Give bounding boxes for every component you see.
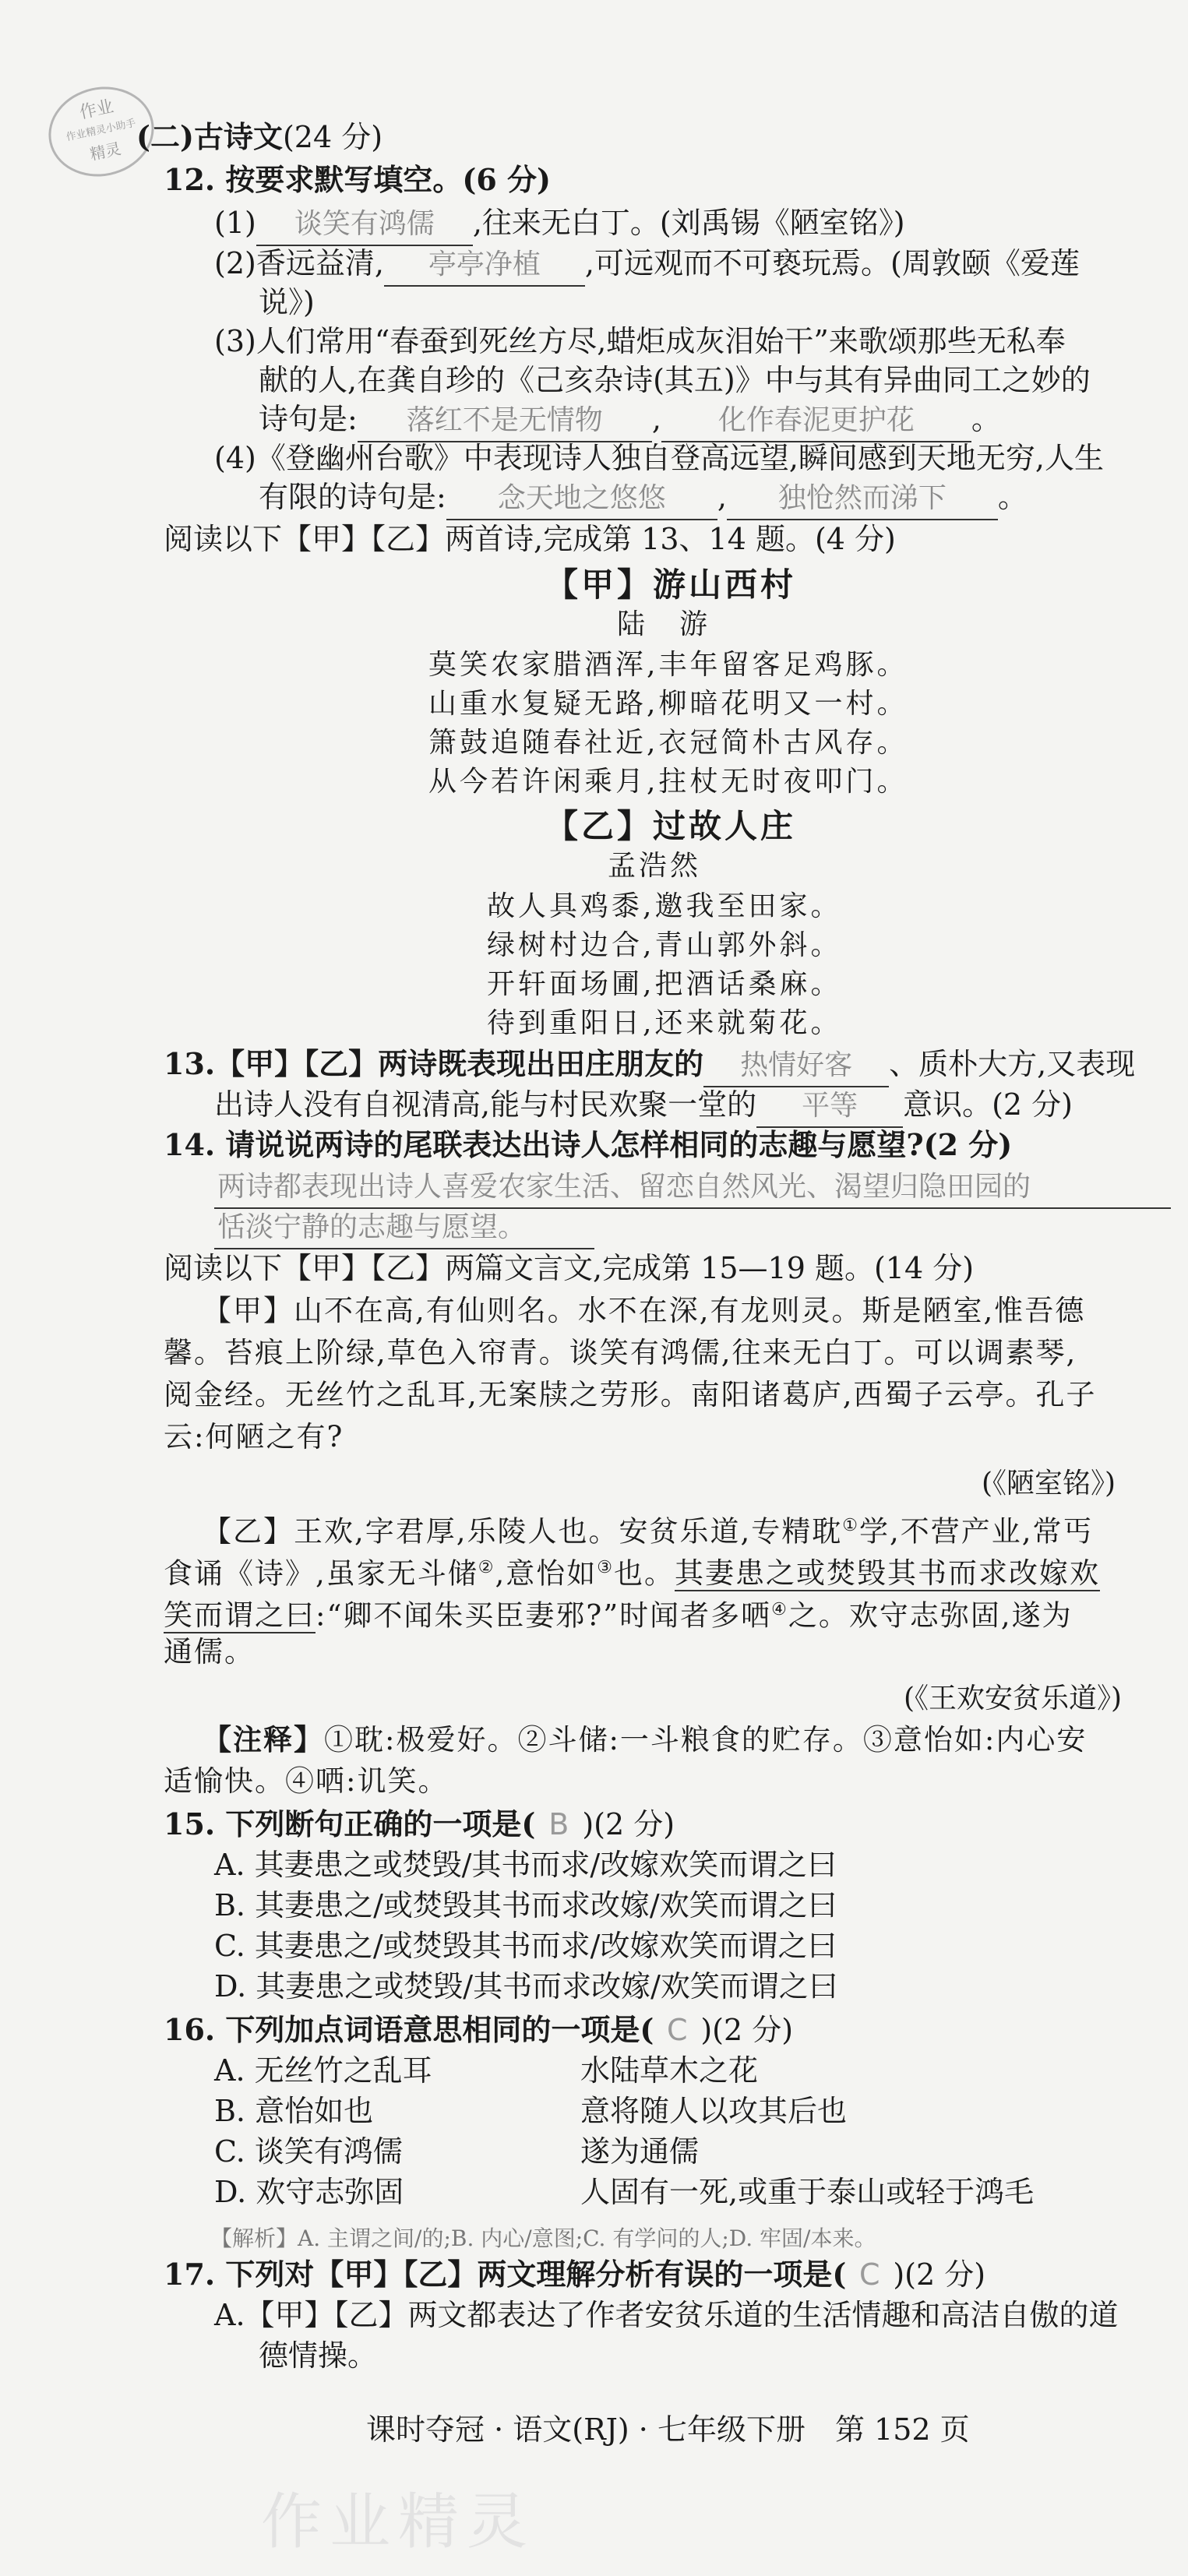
q17-option-a-line1: A.【甲】【乙】两文都表达了作者安贫乐道的生活情趣和高洁自傲的道 [214, 2298, 1119, 2332]
watermark: 作业精灵 [261, 2487, 536, 2557]
notes-line2: 适愉快。④哂:讥笑。 [164, 1764, 449, 1798]
poem-yi-author: 孟浩然 [608, 850, 702, 882]
q16-option-c-right: 遂为通儒 [580, 2134, 700, 2169]
q17-heading: 17. 下列对【甲】【乙】两文理解分析有误的一项是( C )(2 分) [164, 2254, 985, 2295]
q16-option-a-left: A. 无丝竹之乱耳 [214, 2053, 432, 2088]
q15-option-b: B. 其妻患之/或焚毁其书而求改嫁/欢笑而谓之曰 [214, 1888, 837, 1922]
q12-part2: (2)香远益清, 亭亭净植 ,可远观而不可亵玩焉。(周敦颐《爱莲 [214, 243, 1080, 287]
page-footer: 课时夺冠 · 语文(RJ) · 七年级下册 第 152 页 [366, 2412, 970, 2447]
q14-heading: 14. 请说说两诗的尾联表达出诗人怎样相同的志趣与愿望?(2 分) [164, 1127, 1013, 1162]
q12-part3-line1: (3)人们常用“春蚕到死丝方尽,蜡炬成灰泪始干”来歌颂那些无私奉 [214, 324, 1066, 358]
q15-option-c: C. 其妻患之/或焚毁其书而求/改嫁欢笑而谓之曰 [214, 1929, 837, 1963]
poem-line: 故人具鸡黍,邀我至田家。 [487, 890, 842, 922]
reading-intro-1: 阅读以下【甲】【乙】两首诗,完成第 13、14 题。(4 分) [164, 522, 896, 556]
choice-answer[interactable]: B [548, 1807, 569, 1841]
answer-blank[interactable]: 热情好客 [703, 1045, 889, 1087]
text-yi-line1: 【乙】王欢,字君厚,乐陵人也。安贫乐道,专精耽①学,不营产业,常丐 [203, 1514, 1094, 1549]
poem-yi-title: 【乙】过故人庄 [545, 807, 797, 845]
q16-option-a-right: 水陆草木之花 [580, 2053, 759, 2088]
q16-option-b-right: 意将随人以攻其后也 [580, 2094, 848, 2128]
text-yi-line3: 笑而谓之曰:“卿不闻朱买臣妻邪?”时闻者多哂④之。欢守志弥固,遂为 [164, 1598, 1073, 1633]
stamp-logo: 作业 作业精灵小助手 精灵 [41, 77, 163, 186]
q12-part3-line3: 诗句是: 落红不是无情物 , 化作春泥更护花 。 [259, 399, 1001, 442]
answer-blank[interactable]: 落红不是无情物 [358, 400, 652, 442]
q15-heading: 15. 下列断句正确的一项是( B )(2 分) [164, 1804, 675, 1845]
q16-analysis: 【解析】A. 主谓之间/的;B. 内心/意图;C. 有学问的人;D. 牢固/本来。 [210, 2225, 876, 2251]
text-jia-line: 馨。苔痕上阶绿,草色入帘青。谈笑有鸿儒,往来无白丁。可以调素琴, [164, 1336, 1077, 1369]
answer-blank[interactable]: 亭亭净植 [384, 245, 585, 287]
q17-option-a-line2: 德情操。 [259, 2338, 378, 2373]
text-jia-line: 阅金经。无丝竹之乱耳,无案牍之劳形。南阳诸葛庐,西蜀子云亭。孔子 [164, 1378, 1097, 1411]
q16-heading: 16. 下列加点词语意思相同的一项是( C )(2 分) [164, 2010, 793, 2050]
q13-line2: 出诗人没有自视清高,能与村民欢聚一堂的 平等 意识。(2 分) [214, 1084, 1073, 1128]
text-yi-line4: 通儒。 [164, 1635, 255, 1669]
q14-answer-line2[interactable]: 恬淡宁静的志趣与愿望。 [214, 1206, 594, 1249]
text-jia-line: 云:何陋之有? [164, 1420, 344, 1454]
q15-option-a: A. 其妻患之或焚毁/其书而求/改嫁欢笑而谓之曰 [214, 1848, 837, 1882]
choice-answer[interactable]: C [859, 2257, 880, 2292]
text-jia-line: 【甲】山不在高,有仙则名。水不在深,有龙则灵。斯是陋室,惟吾德 [203, 1294, 1086, 1327]
q16-option-b-left: B. 意怡如也 [214, 2094, 374, 2128]
q14-answer-line1[interactable]: 两诗都表现出诗人喜爱农家生活、留恋自然风光、渴望归隐田园的 [214, 1165, 1171, 1209]
q12-part2-cont: 说》) [259, 285, 315, 319]
q12-part3-line2: 献的人,在龚自珍的《己亥杂诗(其五)》中与其有异曲同工之妙的 [259, 363, 1091, 397]
section-title: (二)古诗文(24 分) [136, 119, 383, 154]
poem-line: 绿树村边合,青山郭外斜。 [487, 929, 842, 961]
text-yi-source: (《王欢安贫乐道》) [904, 1683, 1123, 1714]
q16-option-d-right: 人固有一死,或重于泰山或轻于鸿毛 [580, 2175, 1035, 2209]
answer-blank[interactable]: 独怆然而涕下 [727, 478, 998, 520]
answer-blank[interactable]: 化作春泥更护花 [661, 400, 971, 442]
answer-blank[interactable]: 谈笑有鸿儒 [256, 204, 473, 246]
poem-jia-author: 陆 游 [617, 608, 711, 640]
poem-line: 从今若许闲乘月,拄杖无时夜叩门。 [428, 766, 908, 798]
text-yi-line2: 食诵《诗》,虽家无斗储②,意怡如③也。其妻患之或焚毁其书而求改嫁欢 [164, 1556, 1100, 1591]
poem-line: 山重水复疑无路,柳暗花明又一村。 [428, 688, 908, 720]
q16-option-d-left: D. 欢守志弥固 [214, 2175, 404, 2209]
poem-line: 莫笑农家腊酒浑,丰年留客足鸡豚。 [428, 649, 908, 681]
answer-blank[interactable]: 平等 [756, 1086, 903, 1128]
text-jia-source: (《陋室铭》) [982, 1468, 1116, 1499]
q12-heading: 12. 按要求默写填空。(6 分) [164, 162, 551, 197]
poem-line: 箫鼓追随春社近,衣冠简朴古风存。 [428, 727, 908, 759]
q12-part1: (1) 谈笑有鸿儒 ,往来无白丁。(刘禹锡《陋室铭》) [214, 203, 905, 246]
q12-part4-line2: 有限的诗句是: 念天地之悠悠 , 独怆然而涕下 。 [259, 477, 1028, 520]
q15-option-d: D. 其妻患之或焚毁/其书而求改嫁/欢笑而谓之曰 [214, 1969, 838, 2003]
q13-line1: 13.【甲】【乙】两诗既表现出田庄朋友的 热情好客 、质朴大方,又表现 [164, 1044, 1135, 1087]
answer-blank[interactable]: 念天地之悠悠 [446, 478, 717, 520]
choice-answer[interactable]: C [667, 2013, 688, 2047]
notes-line1: 【注释】①耽:极爱好。②斗储:一斗粮食的贮存。③意怡如:内心安 [203, 1722, 1088, 1757]
poem-line: 开轩面场圃,把酒话桑麻。 [487, 968, 842, 1000]
q16-option-c-left: C. 谈笑有鸿儒 [214, 2134, 403, 2169]
reading-intro-2: 阅读以下【甲】【乙】两篇文言文,完成第 15—19 题。(14 分) [164, 1251, 975, 1285]
poem-line: 待到重阳日,还来就菊花。 [487, 1007, 842, 1039]
poem-jia-title: 【甲】游山西村 [545, 566, 797, 604]
q12-part4-line1: (4)《登幽州台歌》中表现诗人独自登高远望,瞬间感到天地无穷,人生 [214, 441, 1104, 475]
